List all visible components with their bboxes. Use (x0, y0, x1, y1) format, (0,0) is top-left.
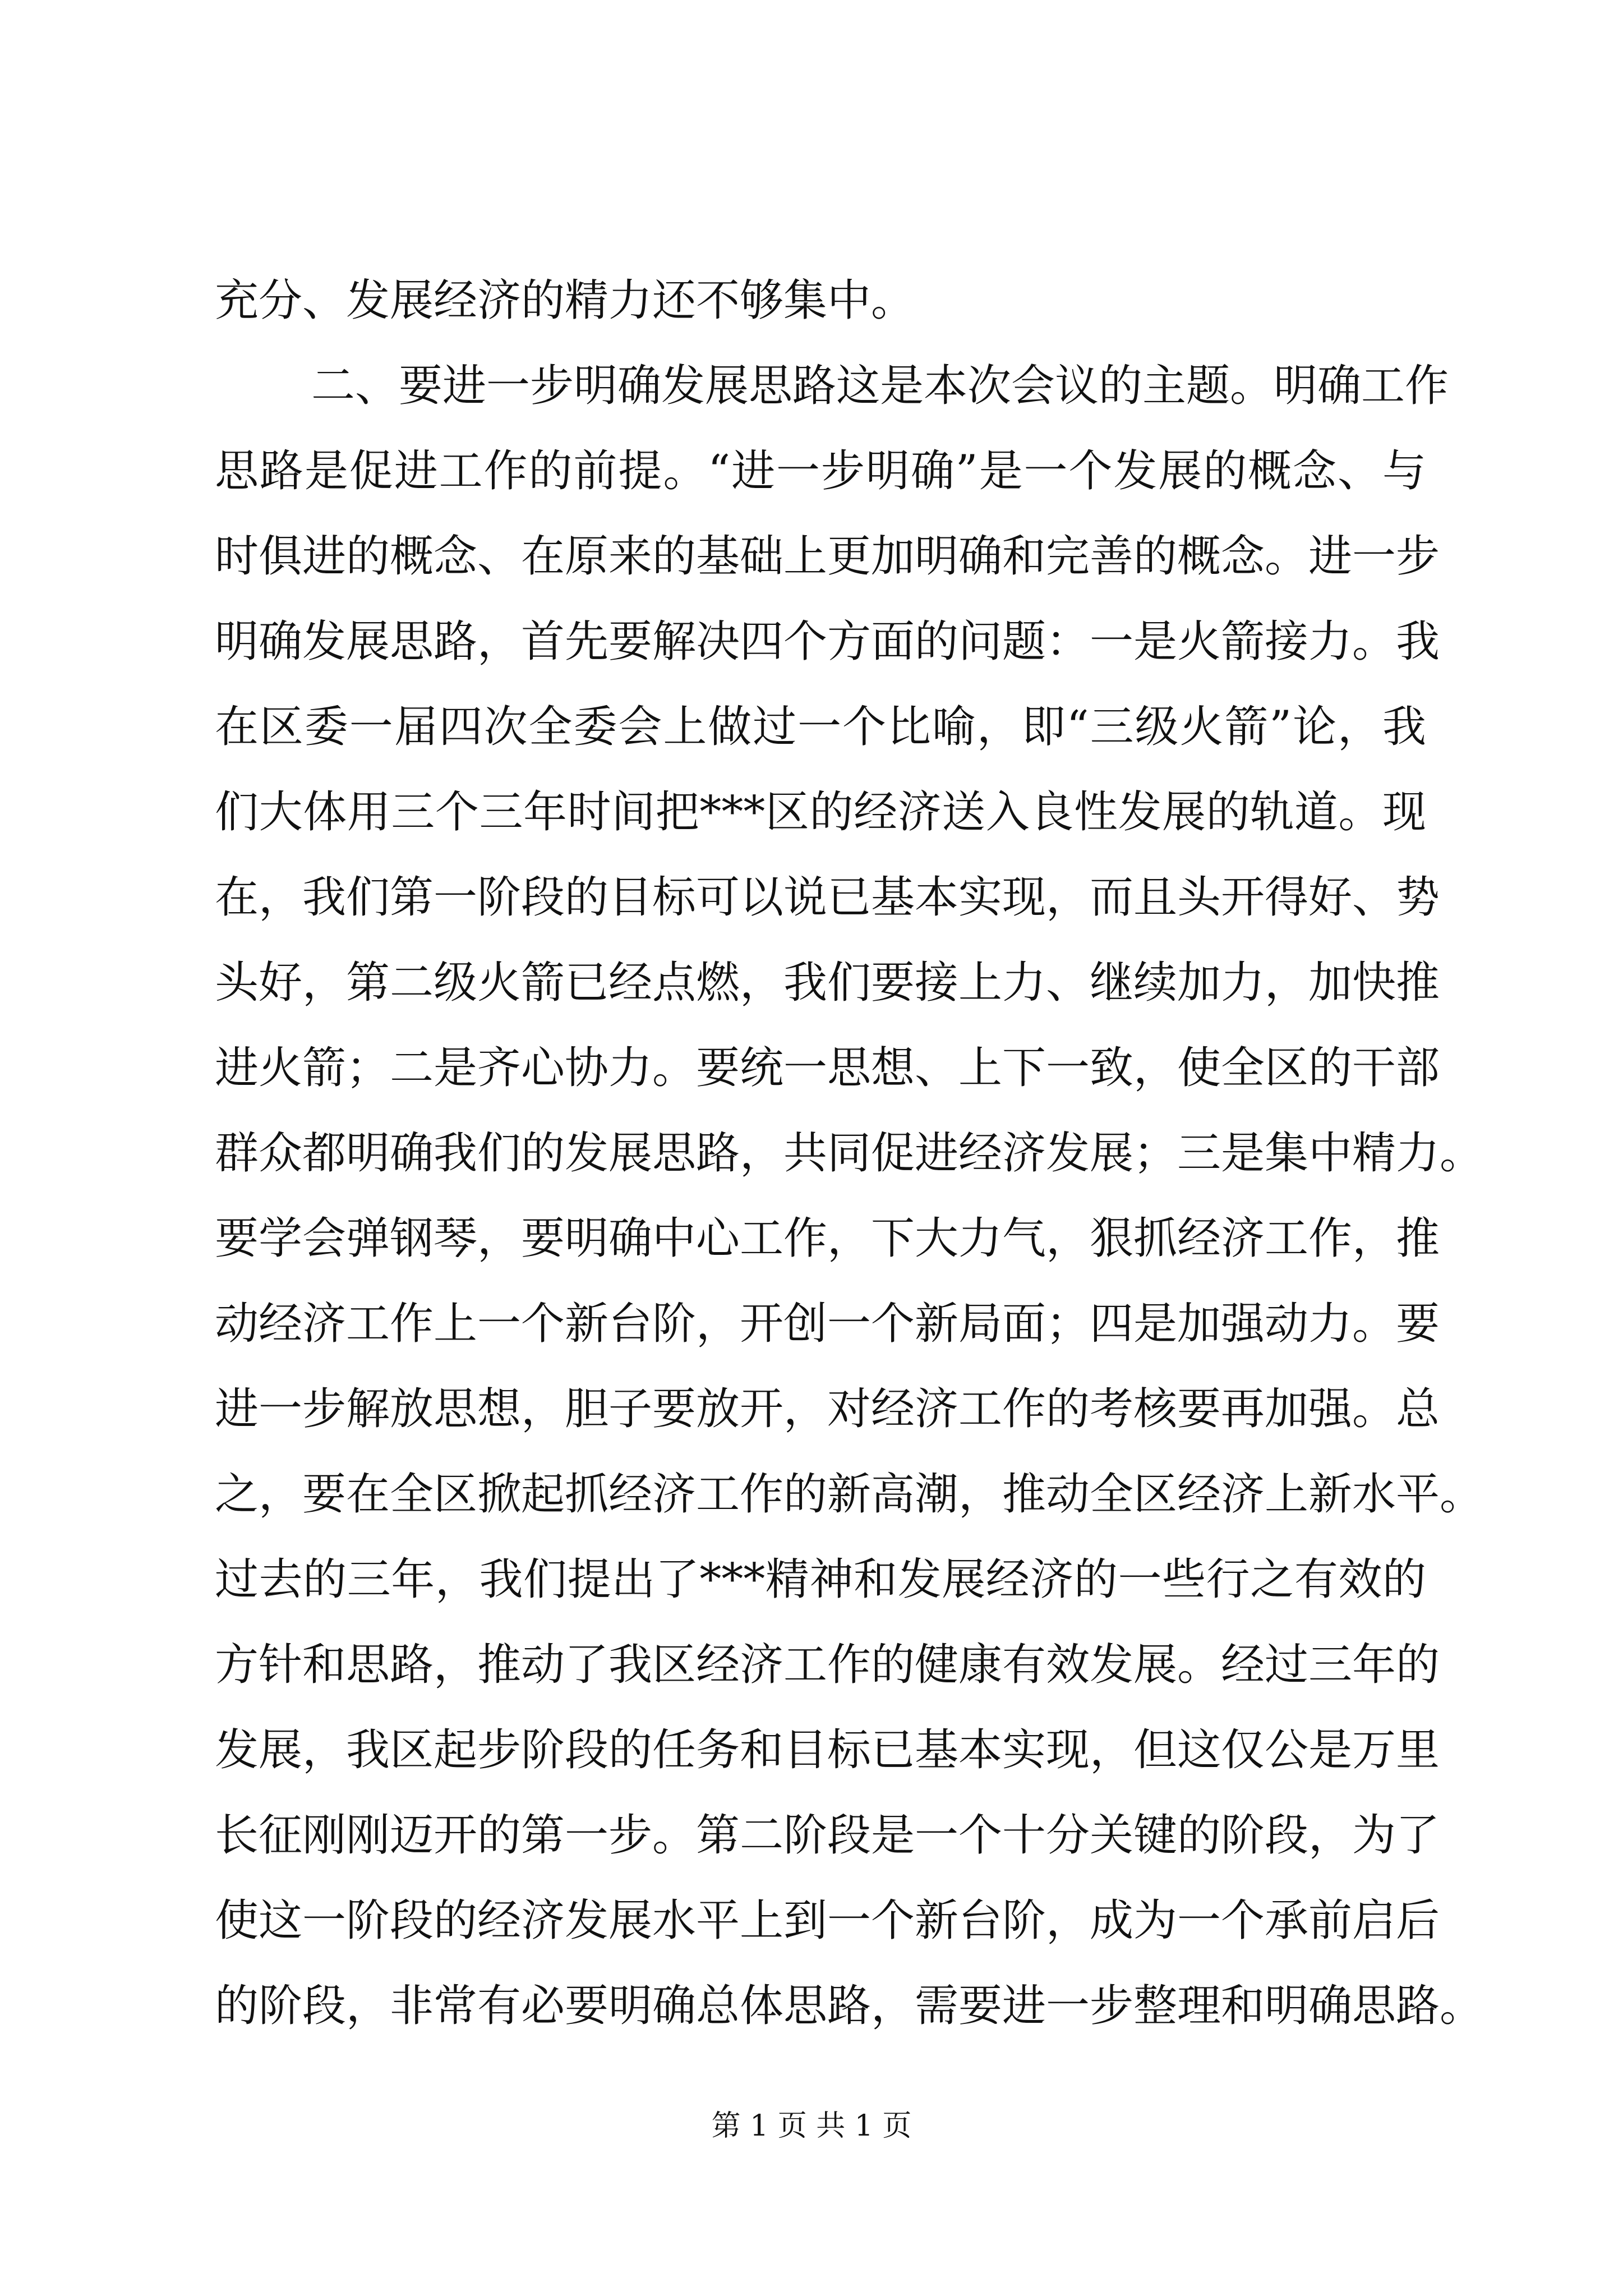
text-line: 们大体用三个三年时间把***区的经济送入良性发展的轨道。现 (215, 787, 1426, 838)
text-line: 群众都明确我们的发展思路，共同促进经济发展；三是集中精力。 (215, 1128, 1484, 1179)
text-line: 动经济工作上一个新台阶，开创一个新局面；四是加强动力。要 (215, 1299, 1440, 1349)
text-line: 思路是促进工作的前提。“进一步明确”是一个发展的概念、与 (215, 446, 1426, 496)
text-line: 进火箭；二是齐心协力。要统一思想、上下一致，使全区的干部 (215, 1043, 1440, 1093)
page-footer: 第 1 页 共 1 页 (711, 2109, 912, 2143)
text-line: 充分、发展经济的精力还不够集中。 (215, 275, 915, 326)
text-line: 的阶段，非常有必要明确总体思路，需要进一步整理和明确思路。 (215, 1981, 1484, 2031)
text-line: 要学会弹钢琴，要明确中心工作，下大力气，狠抓经济工作，推 (215, 1213, 1440, 1264)
text-line: 明确发展思路，首先要解决四个方面的问题：一是火箭接力。我 (215, 616, 1440, 667)
text-line: 头好，第二级火箭已经点燃，我们要接上力、继续加力，加快推 (215, 958, 1440, 1008)
text-line: 时俱进的概念、在原来的基础上更加明确和完善的概念。进一步 (215, 531, 1440, 582)
text-line: 在，我们第一阶段的目标可以说已基本实现，而且头开得好、势 (215, 872, 1440, 923)
body-text (215, 258, 1484, 2049)
text-line: 发展，我区起步阶段的任务和目标已基本实现，但这仅公是万里 (215, 1725, 1440, 1775)
text-line: 使这一阶段的经济发展水平上到一个新台阶，成为一个承前启后 (215, 1895, 1440, 1946)
text-line: 在区委一届四次全委会上做过一个比喻，即“三级火箭”论，我 (215, 702, 1426, 752)
paragraph-start-line: 二、要进一步明确发展思路这是本次会议的主题。明确工作 (311, 361, 1449, 411)
text-line: 长征刚刚迈开的第一步。第二阶段是一个十分关键的阶段，为了 (215, 1810, 1440, 1861)
text-line: 过去的三年，我们提出了***精神和发展经济的一些行之有效的 (215, 1554, 1426, 1605)
text-line: 之，要在全区掀起抓经济工作的新高潮，推动全区经济上新水平。 (215, 1469, 1484, 1520)
text-line: 方针和思路，推动了我区经济工作的健康有效发展。经过三年的 (215, 1640, 1440, 1690)
text-line: 进一步解放思想，胆子要放开，对经济工作的考核要再加强。总 (215, 1384, 1440, 1434)
